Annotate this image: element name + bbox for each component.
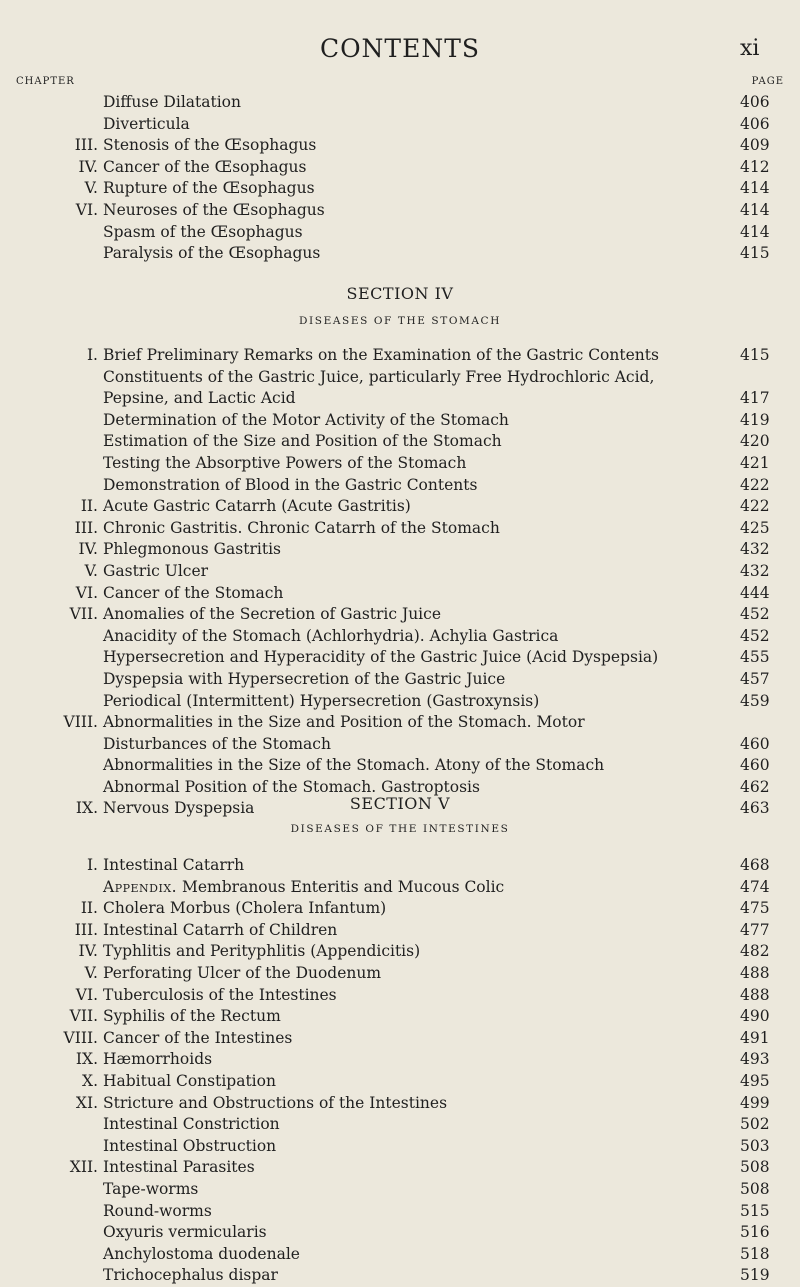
toc-entry (0, 604, 800, 626)
page-ref: 432 (740, 540, 770, 559)
chapter-number: IV. (78, 942, 98, 961)
entry-title-text: Membranous Enteritis and Mucous Colic (182, 877, 505, 896)
toc-entry (0, 985, 800, 1007)
toc-entry (0, 1093, 800, 1115)
entry-title-text: Intestinal Constriction (103, 1115, 280, 1134)
entry-title-text: Cholera Morbus (Cholera Infantum) (103, 899, 387, 918)
entry-title (103, 920, 658, 942)
entry-title-text: Diffuse Dilatation (103, 93, 241, 111)
toc-entry (0, 712, 800, 755)
entry-title (103, 647, 658, 669)
toc-entry (0, 496, 800, 518)
page-ref: 477 (740, 920, 770, 939)
page-ref: 516 (740, 1223, 770, 1242)
entry-title (103, 1114, 658, 1136)
page-ref: 502 (740, 1115, 770, 1134)
entry-title-text: Tuberculosis of the Intestines (103, 985, 337, 1004)
toc-entry (0, 345, 800, 367)
entry-title-text: Paralysis of the Œsophagus (103, 244, 321, 263)
entry-title (103, 1222, 658, 1244)
page-ref: 425 (740, 518, 770, 537)
entry-title-text: Constituents of the Gastric Juice, particularly Free Hydrochloric Acid, Pepsine, and Lactic Acid (103, 367, 655, 408)
entry-title-text: Estimation of the Size and Position of the Stomach (103, 432, 502, 451)
entry-title (103, 1028, 658, 1050)
entry-title (103, 539, 658, 561)
toc-entry (0, 475, 800, 497)
page-ref: 508 (740, 1158, 770, 1177)
entry-title (103, 626, 658, 648)
page-ref: 508 (740, 1179, 770, 1198)
toc-entry (0, 178, 800, 200)
page-ref: 414 (740, 179, 770, 198)
page-ref: 488 (740, 985, 770, 1004)
page-ref: 482 (740, 942, 770, 961)
entry-title-text: Acute Gastric Catarrh (Acute Gastritis) (103, 497, 411, 516)
entry-title-text: Abnormalities in the Size and Position of the Stomach. Motor Disturbances of the Stomach (103, 713, 585, 753)
entry-title-text: Abnormal Position of the Stomach. Gastroptosis (103, 777, 480, 796)
column-headers (16, 76, 784, 90)
entry-title (103, 604, 658, 626)
toc-entry (0, 1244, 800, 1266)
page-ref: 420 (740, 432, 770, 451)
chapter-number: VI. (75, 583, 98, 602)
entry-title-text: Habitual Constipation (103, 1071, 276, 1090)
entry-title (103, 1071, 658, 1093)
chapter-number: XII. (69, 1158, 98, 1177)
toc-block-intestines (0, 855, 800, 1287)
entry-title-text: Anacidity of the Stomach (Achlorhydria). Achylia Gastrica (103, 626, 559, 645)
entry-title (103, 114, 658, 136)
toc-entry (0, 114, 800, 136)
entry-title (103, 561, 658, 583)
page-ref: 417 (740, 389, 770, 408)
entry-title (103, 178, 658, 200)
entry-title (103, 583, 658, 605)
toc-entry (0, 222, 800, 244)
entry-title-text: Periodical (Intermittent) Hypersecretion (Gastroxynsis) (103, 691, 540, 710)
entry-title-text: Stricture and Obstructions of the Intestines (103, 1093, 448, 1112)
entry-title (103, 243, 658, 265)
toc-entry (0, 135, 800, 157)
entry-title (103, 755, 658, 777)
toc-entry (0, 1222, 800, 1244)
chapter-number: VII. (69, 1007, 98, 1026)
chapter-number: IX. (75, 799, 98, 818)
entry-title (103, 1093, 658, 1115)
section-4-subtitle: DISEASES OF THE STOMACH (299, 315, 501, 327)
page-ref: 455 (740, 648, 770, 667)
entry-title-text: Determination of the Motor Activity of the Stomach (103, 410, 509, 429)
chapter-number: I. (86, 346, 98, 364)
entry-title (103, 691, 658, 713)
chapter-number: IV. (78, 157, 98, 176)
entry-title-text: Intestinal Catarrh (103, 856, 245, 874)
page-ref: 452 (740, 605, 770, 624)
entry-title (103, 92, 658, 114)
page-ref: 468 (740, 856, 770, 874)
entry-title (103, 963, 658, 985)
toc-entry (0, 1049, 800, 1071)
chapter-number: V. (84, 561, 98, 580)
toc-entry (0, 691, 800, 713)
page-ref: 412 (740, 157, 770, 176)
toc-entry (0, 367, 800, 410)
page-ref: 515 (740, 1201, 770, 1220)
page-column-header: PAGE (751, 76, 784, 87)
entry-title-text: Anomalies of the Secretion of Gastric Juice (103, 605, 441, 624)
entry-title (103, 1179, 658, 1201)
section-5-subtitle: DISEASES OF THE INTESTINES (290, 823, 510, 835)
entry-title-text: Oxyuris vermicularis (103, 1223, 267, 1242)
entry-title-text: Hæmorrhoids (103, 1050, 213, 1069)
entry-title-text: Trichocephalus dispar (103, 1266, 278, 1285)
section-4-title: SECTION IV (346, 284, 454, 303)
toc-entry (0, 1006, 800, 1028)
page-ref: 463 (740, 799, 770, 818)
toc-entry (0, 1157, 800, 1179)
toc-entry (0, 200, 800, 222)
toc-entry (0, 647, 800, 669)
entry-title (103, 1136, 658, 1158)
page-ref: 419 (740, 410, 770, 429)
entry-title (103, 669, 658, 691)
entry-title (103, 712, 693, 755)
entry-title-text: Perforating Ulcer of the Duodenum (103, 963, 382, 982)
entry-title (103, 898, 658, 920)
toc-entry (0, 1028, 800, 1050)
toc-entry (0, 1201, 800, 1223)
page-ref: 491 (740, 1028, 770, 1047)
page-title: CONTENTS (319, 34, 481, 63)
page-ref: 495 (740, 1071, 770, 1090)
entry-title-text: Spasm of the Œsophagus (103, 222, 303, 241)
page-ref: 406 (740, 114, 770, 133)
entry-title (103, 1201, 658, 1223)
toc-entry (0, 855, 800, 877)
entry-title-text: Hypersecretion and Hyperacidity of the Gastric Juice (Acid Dyspepsia) (103, 648, 659, 667)
chapter-number: VI. (75, 200, 98, 219)
entry-title-text: Abnormalities in the Size of the Stomach. Atony of the Stomach (103, 756, 605, 775)
chapter-number: I. (86, 856, 98, 874)
page-ref: 414 (740, 222, 770, 241)
chapter-number: II. (80, 497, 98, 516)
entry-title-text: Intestinal Parasites (103, 1158, 255, 1177)
entry-title-text: Cancer of the Œsophagus (103, 157, 307, 176)
toc-entry (0, 243, 800, 265)
entry-title (103, 431, 658, 453)
entry-title (103, 157, 658, 179)
toc-entry (0, 669, 800, 691)
appendix-label: Appendix. (103, 877, 178, 896)
page-ref: 457 (740, 669, 770, 688)
entry-title-text: Cancer of the Intestines (103, 1028, 293, 1047)
toc-entry (0, 1071, 800, 1093)
entry-title-text: Syphilis of the Rectum (103, 1007, 281, 1026)
toc-entry (0, 1114, 800, 1136)
page-ref: 422 (740, 497, 770, 516)
toc-entry (0, 583, 800, 605)
entry-title (103, 1244, 658, 1266)
section-5-title: SECTION V (349, 794, 451, 813)
entry-title (103, 1265, 658, 1287)
entry-title-text: Cancer of the Stomach (103, 583, 284, 602)
chapter-number: X. (82, 1071, 98, 1090)
entry-title-text: Brief Preliminary Remarks on the Examination of the Gastric Contents (103, 346, 659, 364)
page-ref: 475 (740, 899, 770, 918)
entry-title-text: Dyspepsia with Hypersecretion of the Gastric Juice (103, 669, 506, 688)
page-ref: 444 (740, 583, 770, 602)
page-ref: 409 (740, 136, 770, 155)
entry-title (103, 367, 693, 410)
toc-entry (0, 1265, 800, 1287)
entry-title-text: Nervous Dyspepsia (103, 799, 255, 818)
entry-title-text: Testing the Absorptive Powers of the Stomach (103, 453, 467, 472)
toc-entry (0, 157, 800, 179)
chapter-number: II. (80, 899, 98, 918)
entry-title (103, 941, 658, 963)
entry-title-text: Rupture of the Œsophagus (103, 179, 315, 198)
page-number: xi (740, 36, 760, 61)
chapter-number: IV. (78, 540, 98, 559)
chapter-number: III. (74, 518, 98, 537)
chapter-number: VIII. (63, 1028, 98, 1047)
toc-entry (0, 963, 800, 985)
page-ref: 415 (740, 346, 770, 364)
chapter-number: VI. (75, 985, 98, 1004)
page-ref: 422 (740, 475, 770, 494)
chapter-number: V. (84, 963, 98, 982)
toc-entry (0, 431, 800, 453)
toc-entry (0, 941, 800, 963)
entry-title-text: Anchylostoma duodenale (103, 1244, 300, 1263)
entry-title-text: Gastric Ulcer (103, 561, 209, 580)
entry-title (103, 453, 658, 475)
entry-title-text: Intestinal Obstruction (103, 1136, 277, 1155)
toc-entry (0, 92, 800, 114)
toc-entry (0, 1136, 800, 1158)
entry-title-text: Phlegmonous Gastritis (103, 540, 281, 559)
page-ref: 518 (740, 1244, 770, 1263)
chapter-column-header: CHAPTER (16, 76, 75, 87)
page-ref: 519 (740, 1266, 770, 1285)
entry-title-text: Stenosis of the Œsophagus (103, 136, 317, 155)
entry-title (103, 855, 658, 877)
page-ref: 415 (740, 244, 770, 263)
entry-title (103, 345, 658, 367)
page-ref: 406 (740, 93, 770, 111)
toc-entry (0, 877, 800, 899)
page-ref: 493 (740, 1050, 770, 1069)
toc-block-oesophagus (0, 92, 800, 265)
chapter-number: V. (84, 179, 98, 198)
toc-entry (0, 539, 800, 561)
page-ref: 488 (740, 963, 770, 982)
page-ref: 432 (740, 561, 770, 580)
entry-title (103, 222, 658, 244)
page-ref: 490 (740, 1007, 770, 1026)
entry-title-text: Diverticula (103, 114, 190, 133)
page-ref: 462 (740, 777, 770, 796)
page-ref: 474 (740, 877, 770, 896)
entry-title-text: Demonstration of Blood in the Gastric Contents (103, 475, 478, 494)
page-ref: 503 (740, 1136, 770, 1155)
entry-title (103, 877, 658, 899)
entry-title (103, 475, 658, 497)
entry-title (103, 518, 658, 540)
entry-title (103, 1157, 658, 1179)
entry-title (103, 1006, 658, 1028)
toc-entry (0, 410, 800, 432)
chapter-number: III. (74, 136, 98, 155)
toc-entry (0, 1179, 800, 1201)
entry-title (103, 410, 658, 432)
entry-title (103, 985, 658, 1007)
entry-title-text: Neuroses of the Œsophagus (103, 200, 325, 219)
page-ref: 421 (740, 453, 770, 472)
toc-entry (0, 755, 800, 777)
page-ref: 499 (740, 1093, 770, 1112)
toc-entry (0, 920, 800, 942)
entry-title-text: Round-worms (103, 1201, 212, 1220)
chapter-number: XI. (75, 1093, 98, 1112)
toc-block-stomach (0, 345, 800, 820)
toc-entry (0, 518, 800, 540)
chapter-number: VIII. (63, 713, 98, 732)
page-ref: 460 (740, 734, 770, 753)
entry-title-text: Typhlitis and Perityphlitis (Appendicitis) (103, 942, 421, 961)
entry-title-text: Intestinal Catarrh of Children (103, 920, 338, 939)
page-ref: 460 (740, 756, 770, 775)
entry-title-text: Chronic Gastritis. Chronic Catarrh of the Stomach (103, 518, 500, 537)
toc-entry (0, 453, 800, 475)
entry-title (103, 496, 658, 518)
chapter-number: III. (74, 920, 98, 939)
entry-title (103, 1049, 658, 1071)
chapter-number: VII. (69, 605, 98, 624)
page-ref: 452 (740, 626, 770, 645)
page-ref: 414 (740, 200, 770, 219)
entry-title (103, 135, 658, 157)
chapter-number: IX. (75, 1050, 98, 1069)
page-ref: 459 (740, 691, 770, 710)
toc-entry (0, 561, 800, 583)
entry-title-text: Tape-worms (103, 1179, 199, 1198)
entry-title (103, 200, 658, 222)
toc-entry (0, 898, 800, 920)
toc-entry (0, 626, 800, 648)
